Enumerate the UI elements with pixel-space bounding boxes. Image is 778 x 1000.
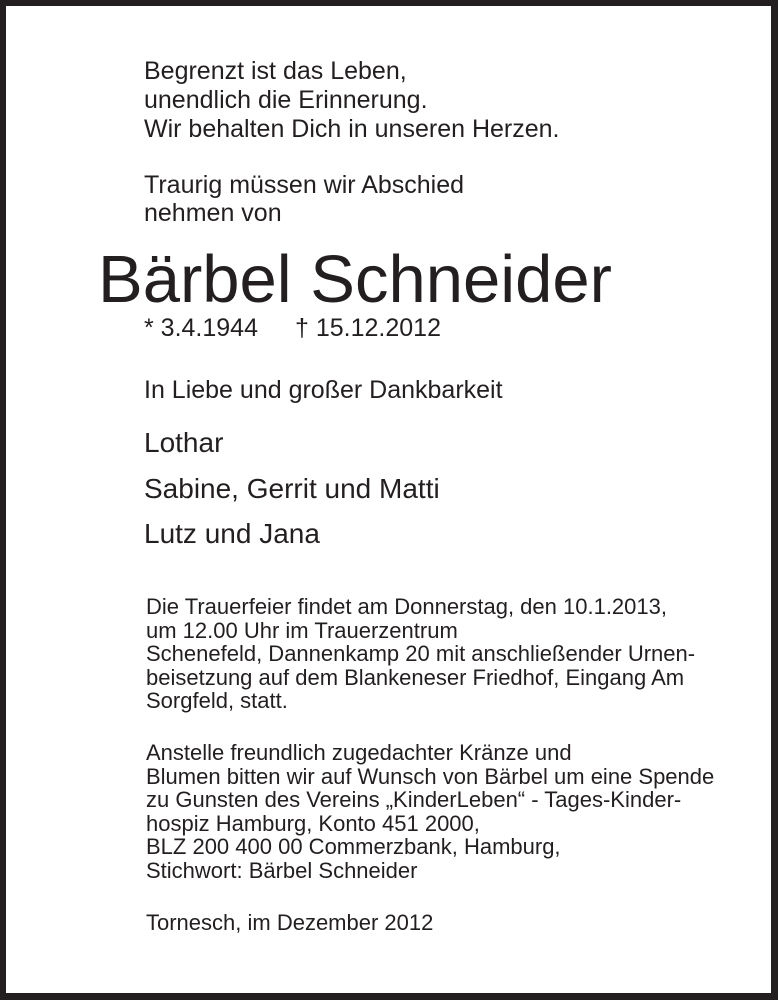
farewell-line: Traurig müssen wir Abschied <box>144 171 465 199</box>
birth-date: * 3.4.1944 <box>144 314 258 342</box>
funeral-line: Die Trauerfeier findet am Donnerstag, den 10.1.2013, <box>146 594 667 619</box>
donation-line: Anstelle freundlich zugedachter Kränze und <box>146 740 572 765</box>
verse-line: unendlich die Erinnerung. <box>144 86 428 114</box>
funeral-details <box>146 595 695 713</box>
death-date: † 15.12.2012 <box>295 314 441 342</box>
donation-line: hospiz Hamburg, Konto 451 2000, <box>146 810 480 836</box>
mourner-name: Sabine, Gerrit und Matti <box>144 472 440 504</box>
mourners-list <box>144 420 440 557</box>
mourner-name: Lothar <box>144 427 224 458</box>
verse-line: Wir behalten Dich in unseren Herzen. <box>144 115 560 143</box>
funeral-line: Schenefeld, Dannenkamp 20 mit anschließender Urnen- <box>146 641 696 666</box>
funeral-line: Sorgfeld, statt. <box>146 688 288 713</box>
donation-line: Blumen bitten wir auf Wunsch von Bärbel um eine Spende <box>146 763 715 789</box>
verse-line: Begrenzt ist das Leben, <box>144 57 407 85</box>
donation-line: BLZ 200 400 00 Commerzbank, Hamburg, <box>146 834 561 859</box>
thanks-line: In Liebe und großer Dankbarkeit <box>144 376 503 404</box>
funeral-line: um 12.00 Uhr im Trauerzentrum <box>146 617 458 643</box>
memorial-verse <box>144 57 559 144</box>
mourner-name: Lutz und Jana <box>144 518 320 549</box>
donation-line: zu Gunsten des Vereins „KinderLeben“ - Tages-Kinder- <box>146 787 682 812</box>
farewell-line: nehmen von <box>144 199 282 227</box>
funeral-line: beisetzung auf dem Blankeneser Friedhof, Eingang Am <box>146 664 685 690</box>
obituary-notice <box>6 6 771 993</box>
farewell-intro <box>144 171 464 227</box>
deceased-name: Bärbel Schneider <box>98 242 612 317</box>
donation-line: Stichwort: Bärbel Schneider <box>146 857 418 883</box>
life-dates <box>144 314 441 343</box>
donation-request <box>146 741 714 882</box>
place-and-date: Tornesch, im Dezember 2012 <box>146 910 434 935</box>
